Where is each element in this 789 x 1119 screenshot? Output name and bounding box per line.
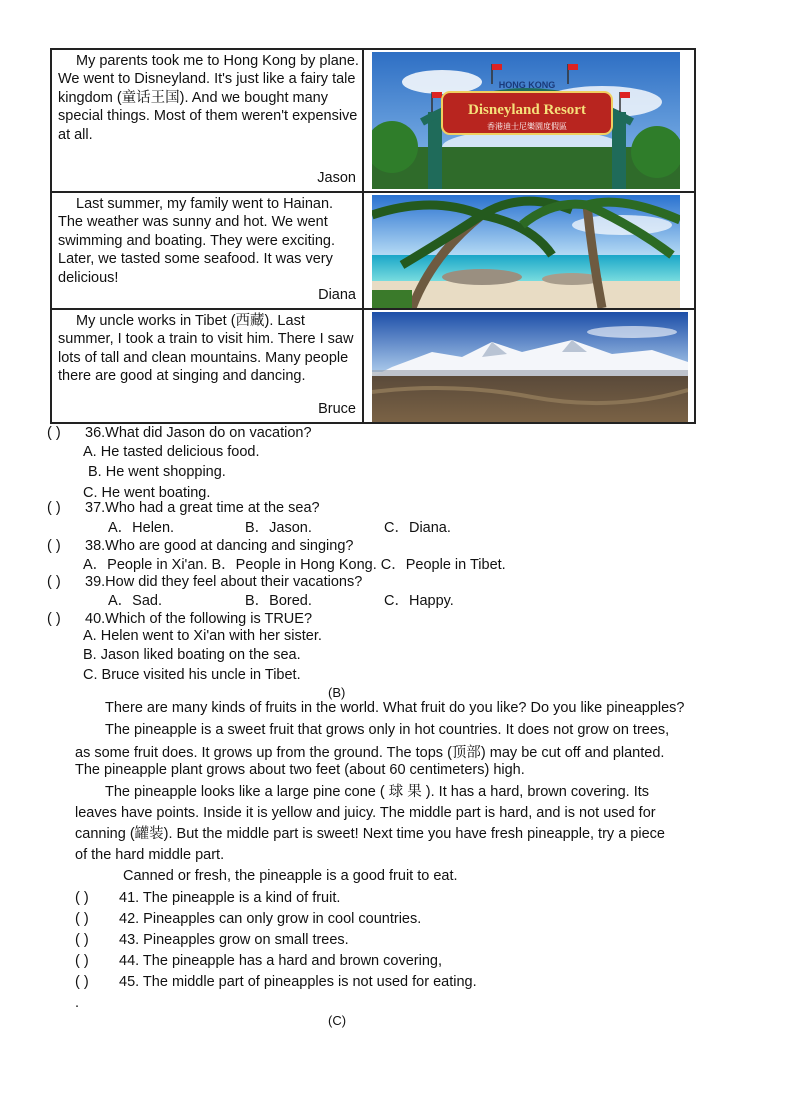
option-36c: C. He went boating. bbox=[83, 485, 211, 501]
option-36b: B. He went shopping. bbox=[88, 464, 226, 480]
question-43: ( ) 43. Pineapples grow on small trees. bbox=[75, 932, 349, 948]
option-37b: B．Jason. bbox=[245, 520, 312, 536]
question-37: ( ) 37.Who had a great time at the sea? bbox=[47, 500, 320, 516]
text-cell bbox=[52, 310, 364, 422]
passage-b-line: There are many kinds of fruits in the world. What fruit do you like? Do you like pineapples? bbox=[105, 700, 685, 716]
passage-b-line: of the hard middle part. bbox=[75, 847, 225, 863]
passage-b-line: The pineapple plant grows about two feet (about 60 centimeters) high. bbox=[75, 762, 525, 778]
author-name: Jason bbox=[317, 170, 356, 186]
question-42: ( ) 42. Pineapples can only grow in cool countries. bbox=[75, 911, 422, 927]
passage-b-line: The pineapple is a sweet fruit that grows only in hot countries. It does not grow on trees, bbox=[105, 722, 670, 738]
section-c-label: (C) bbox=[328, 1013, 347, 1028]
disneyland-gate-photo bbox=[372, 52, 680, 189]
author-name: Diana bbox=[318, 287, 356, 303]
option-40a: A. Helen went to Xi'an with her sister. bbox=[83, 628, 322, 644]
section-b-label: (B) bbox=[328, 685, 346, 700]
question-44: ( ) 44. The pineapple has a hard and brown covering, bbox=[75, 953, 442, 969]
question-40: ( ) 40.Which of the following is TRUE? bbox=[47, 611, 313, 627]
reading-table bbox=[50, 48, 696, 424]
option-37c: C．Diana. bbox=[384, 520, 451, 536]
beach-palm-photo bbox=[372, 195, 680, 308]
passage-b-line: as some fruit does. It grows up from the ground. The tops (顶部) may be cut off and planted. bbox=[75, 745, 665, 761]
passage-text: Last summer, my family went to Hainan. The weather was sunny and hot. We went swimming and boating. They were exciting. Later, we tasted some seafood. It was very delicious! bbox=[58, 196, 335, 286]
sign-main-text: Disneyland Resort bbox=[468, 102, 586, 118]
question-36: ( ) 36.What did Jason do on vacation? bbox=[47, 425, 312, 441]
sign-top-text: HONG KONG bbox=[498, 80, 556, 90]
option-36a: A. He tasted delicious food. bbox=[83, 444, 260, 460]
sign-cn-text: 香港迪士尼樂園度假區 bbox=[487, 122, 567, 131]
option-39a: A．Sad. bbox=[108, 593, 162, 609]
stray-dot: . bbox=[75, 995, 80, 1011]
option-37a: A．Helen. bbox=[108, 520, 175, 536]
author-name: Bruce bbox=[318, 401, 356, 417]
text-cell bbox=[52, 50, 364, 191]
passage-b-line: Canned or fresh, the pineapple is a good fruit to eat. bbox=[123, 868, 458, 884]
option-39c: C．Happy. bbox=[384, 593, 454, 609]
question-45: ( ) 45. The middle part of pineapples is not used for eating. bbox=[75, 974, 477, 990]
tibet-mountain-photo bbox=[372, 312, 688, 422]
passage-text: My uncle works in Tibet (西藏). Last summer, I took a train to visit him. There I saw lots of tall and clean mountains. Many people there are good at singing and dancing. bbox=[58, 313, 354, 385]
table-row bbox=[52, 310, 694, 422]
table-row bbox=[52, 193, 694, 310]
option-40c: C. Bruce visited his uncle in Tibet. bbox=[83, 667, 301, 683]
question-39: ( ) 39.How did they feel about their vacations? bbox=[47, 574, 363, 590]
passage-b-line: leaves have points. Inside it is yellow and juicy. The middle part is hard, and is not used for bbox=[75, 805, 656, 821]
passage-text: My parents took me to Hong Kong by plane. We went to Disneyland. It's just like a fairy tale kingdom (童话王国). And we bought many special things. Most of them weren't expensive at all. bbox=[58, 53, 359, 143]
text-cell bbox=[52, 193, 364, 308]
option-40b: B. Jason liked boating on the sea. bbox=[83, 647, 301, 663]
table-row bbox=[52, 50, 694, 193]
question-38: ( ) 38.Who are good at dancing and singing? bbox=[47, 538, 354, 554]
option-39b: B．Bored. bbox=[245, 593, 312, 609]
option-38: A．People in Xi'an. B．People in Hong Kong. C．People in Tibet. bbox=[83, 557, 506, 573]
passage-b-line: The pineapple looks like a large pine cone ( 球 果 ). It has a hard, brown covering. Its bbox=[105, 784, 650, 800]
question-41: ( ) 41. The pineapple is a kind of fruit. bbox=[75, 890, 341, 906]
passage-b-line: canning (罐装). But the middle part is sweet! Next time you have fresh pineapple, try a piece bbox=[75, 826, 665, 842]
